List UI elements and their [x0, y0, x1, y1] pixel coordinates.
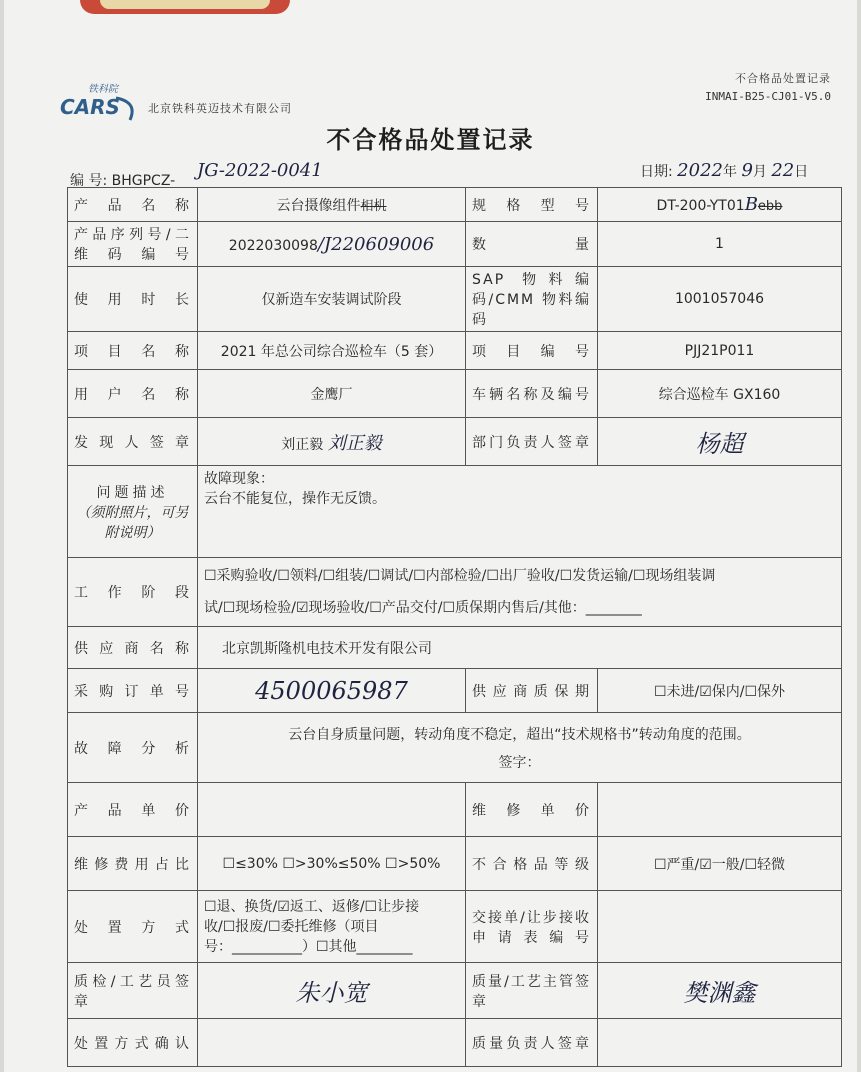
- logo-brand-cn: 铁科院: [88, 84, 118, 95]
- po-value: [198, 669, 466, 713]
- problem-value: [198, 466, 842, 558]
- date-day: 22: [771, 160, 795, 181]
- table-row: [68, 267, 842, 332]
- quality-head-value: [598, 1019, 842, 1067]
- problem-label-cell: [68, 466, 198, 558]
- spec-label: 规格型号: [466, 188, 598, 222]
- project-name-label: 项目名称: [68, 332, 198, 370]
- number-label: 编 号: BHGPCZ-: [70, 173, 176, 189]
- table-row: [68, 1019, 842, 1067]
- quality-head-label: 质量负责人签章: [466, 1019, 598, 1067]
- disposal-value: [198, 891, 466, 963]
- project-no-label: 项目编号: [466, 332, 598, 370]
- confirm-label: 处置方式确认: [68, 1019, 198, 1067]
- project-name-value: 2021 年总公司综合巡检车（5 套）: [198, 332, 466, 370]
- date-field: [640, 160, 808, 181]
- supplier-value: 北京凯斯隆机电技术开发有限公司: [198, 627, 842, 669]
- user-label: 用户名称: [68, 370, 198, 418]
- stage-label: 工作阶段: [68, 558, 198, 627]
- product-name-strike: 相机: [360, 198, 387, 214]
- table-row: [68, 713, 842, 783]
- problem-line1: 故障现象：: [204, 471, 274, 487]
- table-row: [68, 669, 842, 713]
- disposal-line2: 收/☐报废/☐委托维修（项目: [204, 918, 379, 935]
- vehicle-value: 综合巡检车 GX160: [598, 370, 842, 418]
- finder-name: 刘正毅: [281, 436, 324, 453]
- finder-value: [198, 418, 466, 466]
- handover-value: [598, 891, 842, 963]
- table-row: [68, 332, 842, 370]
- po-number: 4500065987: [255, 676, 408, 705]
- stage-line2: 试/☐现场检验/☑现场验收/☐产品交付/☐质保期内售后/其他：________: [204, 600, 642, 616]
- table-row: [68, 837, 842, 891]
- table-row: [68, 558, 842, 627]
- cars-logo-icon: [58, 80, 148, 124]
- date-year-char: 年: [722, 164, 737, 180]
- qm-signature: 樊渊鑫: [683, 979, 756, 1007]
- analysis-label: 故障分析: [68, 713, 198, 783]
- usage-label: 使用时长: [68, 267, 198, 332]
- confirm-value: [198, 1019, 466, 1067]
- table-row: [68, 370, 842, 418]
- spec-strike: ebb: [757, 199, 783, 214]
- serial-label: 产品序列号/二维码编号: [68, 222, 198, 267]
- grade-label: 不合格品等级: [466, 837, 598, 891]
- problem-note: （须附照片，可另附说明）: [76, 504, 189, 541]
- project-no-value: PJJ21P011: [598, 332, 842, 370]
- handover-label: 交接单/让步接收申请表编号: [466, 891, 598, 963]
- qc-value: [198, 963, 466, 1019]
- dept-head-signature: 杨超: [695, 430, 744, 458]
- sap-label: SAP 物料编码/CMM 物料编码: [466, 267, 598, 332]
- date-label: 日期:: [640, 164, 673, 180]
- supplier-label: 供应商名称: [68, 627, 198, 669]
- spec-hand: B: [744, 194, 758, 215]
- product-name-value: [198, 188, 466, 222]
- serial-hand: /J220609006: [317, 233, 435, 255]
- unit-price-label: 产品单价: [68, 783, 198, 837]
- unit-price-value: [198, 783, 466, 837]
- stage-line1: ☐采购验收/☐领料/☐组装/☐调试/☐内部检验/☐出厂验收/☐发货运输/☐现场组装调: [204, 568, 716, 584]
- finder-label: 发现人签章: [68, 418, 198, 466]
- table-row: [68, 963, 842, 1019]
- date-month-char: 月: [752, 164, 767, 180]
- warranty-value: ☐未进/☑保内/☐保外: [598, 669, 842, 713]
- spec-value: [598, 188, 842, 222]
- table-row: [68, 418, 842, 466]
- table-row: [68, 627, 842, 669]
- date-month: 9: [741, 160, 753, 181]
- repair-price-label: 维修单价: [466, 783, 598, 837]
- usage-value: 仅新造车安装调试阶段: [198, 267, 466, 332]
- qc-signature: 朱小宽: [295, 979, 368, 1007]
- qm-label: 质量/工艺主管签章: [466, 963, 598, 1019]
- dept-head-label: 部门负责人签章: [466, 418, 598, 466]
- table-row: [68, 188, 842, 222]
- disposal-line3: 号：__________）☐其他________: [204, 938, 413, 955]
- logo-brand: CARS: [60, 95, 120, 119]
- qc-label: 质检/工艺员签章: [68, 963, 198, 1019]
- grade-value: ☐严重/☑一般/☐轻微: [598, 837, 842, 891]
- vehicle-label: 车辆名称及编号: [466, 370, 598, 418]
- po-label: 采购订单号: [68, 669, 198, 713]
- top-decoration-inner: [100, 0, 270, 9]
- sap-value: 1001057046: [598, 267, 842, 332]
- spec-text: DT-200-YT01: [656, 198, 745, 214]
- table-row: [68, 783, 842, 837]
- number-value: JG-2022-0041: [197, 160, 323, 181]
- product-name-text: 云台摄像组件: [276, 197, 361, 214]
- repair-ratio-label: 维修费用占比: [68, 837, 198, 891]
- stage-value: [198, 558, 842, 627]
- disposal-form-table: [67, 187, 842, 1067]
- analysis-sign: 签字：: [498, 754, 541, 771]
- qty-value: 1: [598, 222, 842, 267]
- warranty-label: 供应商质保期: [466, 669, 598, 713]
- disposal-line1: ☐退、换货/☑返工、返修/☐让步接: [204, 898, 420, 915]
- qty-label: 数量: [466, 222, 598, 267]
- dept-head-value: [598, 418, 842, 466]
- table-row: [68, 891, 842, 963]
- repair-ratio-value: ☐≤30% ☐>30%≤50% ☐>50%: [198, 837, 466, 891]
- page-title: 不合格品处置记录: [326, 126, 535, 154]
- product-name-label: 产品名称: [68, 188, 198, 222]
- problem-label: 问题描述: [96, 484, 169, 501]
- form-name: 不合格品处置记录: [735, 72, 831, 85]
- date-day-char: 日: [794, 164, 809, 180]
- date-year: 2022: [677, 160, 723, 181]
- table-row: [68, 466, 842, 558]
- qm-value: [598, 963, 842, 1019]
- serial-text: 2022030098: [228, 237, 318, 254]
- analysis-text: 云台自身质量问题，转动角度不稳定，超出“技术规格书”转动角度的范围。: [288, 726, 751, 743]
- analysis-value: [198, 713, 842, 783]
- repair-price-value: [598, 783, 842, 837]
- serial-value: [198, 222, 466, 267]
- finder-signature: 刘正毅: [327, 432, 382, 454]
- company-name: 北京铁科英迈技术有限公司: [148, 102, 292, 115]
- form-code: INMAI-B25-CJ01-V5.0: [705, 90, 831, 103]
- user-value: 金鹰厂: [198, 370, 466, 418]
- disposal-label: 处置方式: [68, 891, 198, 963]
- table-row: [68, 222, 842, 267]
- problem-line2: 云台不能复位，操作无反馈。: [204, 491, 386, 507]
